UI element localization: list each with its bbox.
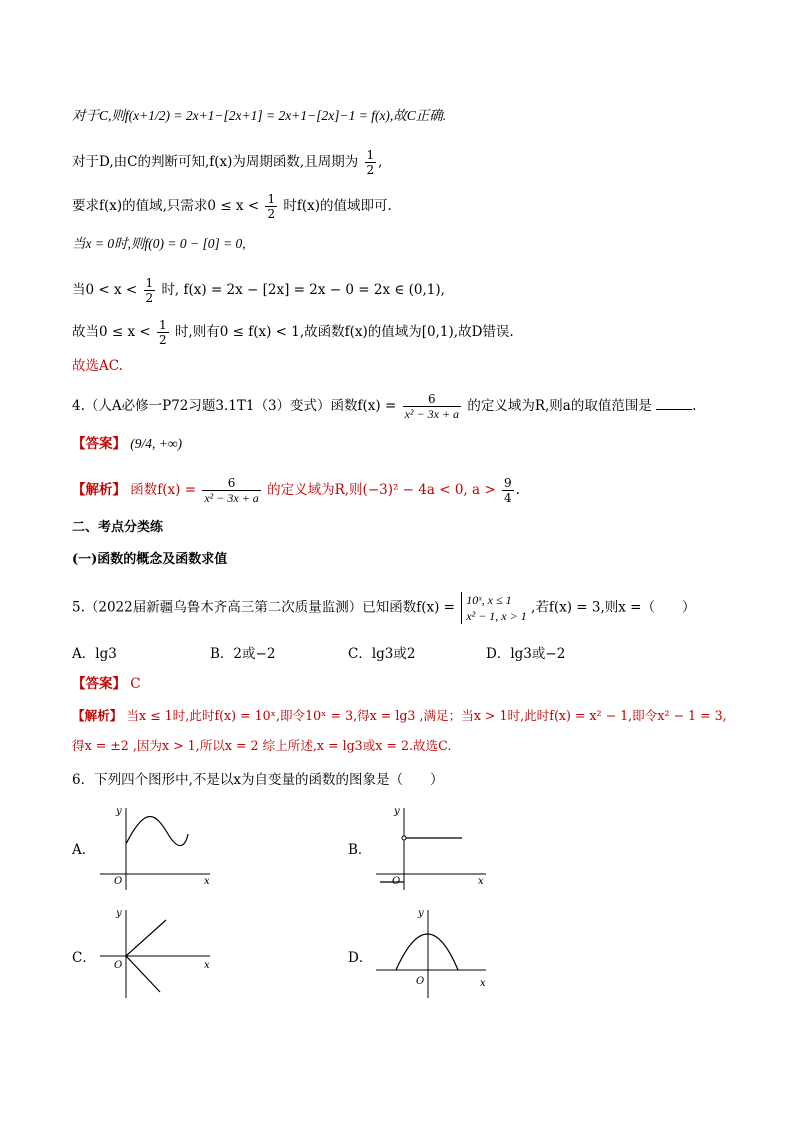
x-axis-label: x xyxy=(478,876,484,887)
explanation-5-cont: 得x = ±2 ,因为x > 1,所以x = 2 综上所述,x = lg3或x = 2.故选C. xyxy=(72,738,452,753)
solution-line-c: 对于C,则f(x+1/2) = 2x+1−[2x+1] = 2x+1−[2x]−1 = f(x),故C正确. xyxy=(72,108,447,123)
section-heading: 二、考点分类练 xyxy=(72,520,164,535)
option-c: C．lg3或2 xyxy=(348,646,416,662)
fraction-nine-quarters: $\frac{9}{4}$ xyxy=(503,476,512,505)
question-6: 6．下列四个图形中,不是以x为自变量的函数的图象是（ ） xyxy=(72,772,444,788)
option-b: B．2或−2 xyxy=(210,646,276,662)
x-axis-label: x xyxy=(204,960,210,971)
y-axis-label: y xyxy=(116,908,122,919)
graph-d-label: D． xyxy=(348,950,373,966)
solution-line-interval: 当0 < x < $\frac{1}{2}$ 时, f(x) = 2x − [2x] = 2x − 0 = 2x ∈ (0,1), xyxy=(72,276,445,305)
fraction-q4: $\frac{6}{\text{x² − 3x + a}}$ xyxy=(204,476,259,505)
fraction-half: $\frac{1}{2}$ xyxy=(267,192,276,221)
x-axis-label: x xyxy=(204,876,210,887)
fraction-half: $\frac{1}{2}$ xyxy=(145,276,154,305)
option-a: A．lg3 xyxy=(72,646,117,662)
solution-line-d: 对于D,由C的判断可知,f(x)为周期函数,且周期为 $\frac{1}{2}$ , xyxy=(72,148,383,177)
graph-b xyxy=(372,804,492,894)
answer-blank xyxy=(656,397,692,410)
fraction-half: $\frac{1}{2}$ xyxy=(366,148,375,177)
y-axis-label: y xyxy=(394,806,400,817)
explanation-4: 【解析】 函数f(x) = $\frac{6}{\text{x² − 3x + a}}$ 的定义域为R,则(−3)² − 4a < 0, a > $\frac{9}{4}$ . xyxy=(72,476,520,505)
solution-line-range: 要求f(x)的值域,只需求0 ≤ x < $\frac{1}{2}$ 时f(x)的值域即可. xyxy=(72,192,392,221)
answer-4: 【答案】 (9/4, +∞) xyxy=(72,436,183,452)
origin-label: O xyxy=(416,976,425,987)
graph-a-label: A． xyxy=(72,842,96,858)
y-axis-label: y xyxy=(418,908,424,919)
subsection-heading: (一)函数的概念及函数求值 xyxy=(72,552,228,567)
fraction-half: $\frac{1}{2}$ xyxy=(159,318,167,347)
x-axis-label: x xyxy=(480,978,486,989)
explanation-5: 【解析】 当x ≤ 1时,此时f(x) = 10ˣ,即令10ˣ = 3,得x = lg3 ,满足；当x > 1时,此时f(x) = x² − 1,即令x² − 1 = 3, xyxy=(72,708,727,723)
origin-label: O xyxy=(114,876,123,887)
solution-line-zero: 当x = 0时,则f(0) = 0 − [0] = 0, xyxy=(72,236,246,251)
piecewise-function: 10ˣ, x ≤ 1 x² − 1, x > 1 xyxy=(461,592,526,624)
question-4: 4.（人A必修一P72习题3.1T1（3）变式）函数f(x) = $\frac{6}{\text{x² − 3x + a}}$ 的定义域为R,则a的取值范围是 . xyxy=(72,392,697,421)
fraction-q4: $\frac{6}{\text{x² − 3x + a}}$ xyxy=(404,392,460,421)
origin-label: O xyxy=(114,960,123,971)
graph-d xyxy=(372,906,492,1002)
solution-line-conclusion: 故当0 ≤ x < $\frac{1}{2}$ 时,则有0 ≤ f(x) < 1,故函数f(x)的值域为[0,1),故D错误. xyxy=(72,318,514,347)
graph-b-label: B． xyxy=(348,842,372,858)
graph-a xyxy=(96,804,216,894)
graph-c-label: C． xyxy=(72,950,96,966)
answer-5: 【答案】 C xyxy=(72,676,141,692)
option-d: D．lg3或−2 xyxy=(486,646,566,662)
solution-choice: 故选AC. xyxy=(72,358,123,374)
origin-label: O xyxy=(392,876,401,887)
question-5: 5.（2022届新疆乌鲁木齐高三第二次质量监测）已知函数f(x) = 10ˣ, x ≤ 1 x² − 1, x > 1 ,若f(x) = 3,则x =（ ） xyxy=(72,593,696,623)
y-axis-label: y xyxy=(116,806,122,817)
graph-c xyxy=(96,906,216,1002)
